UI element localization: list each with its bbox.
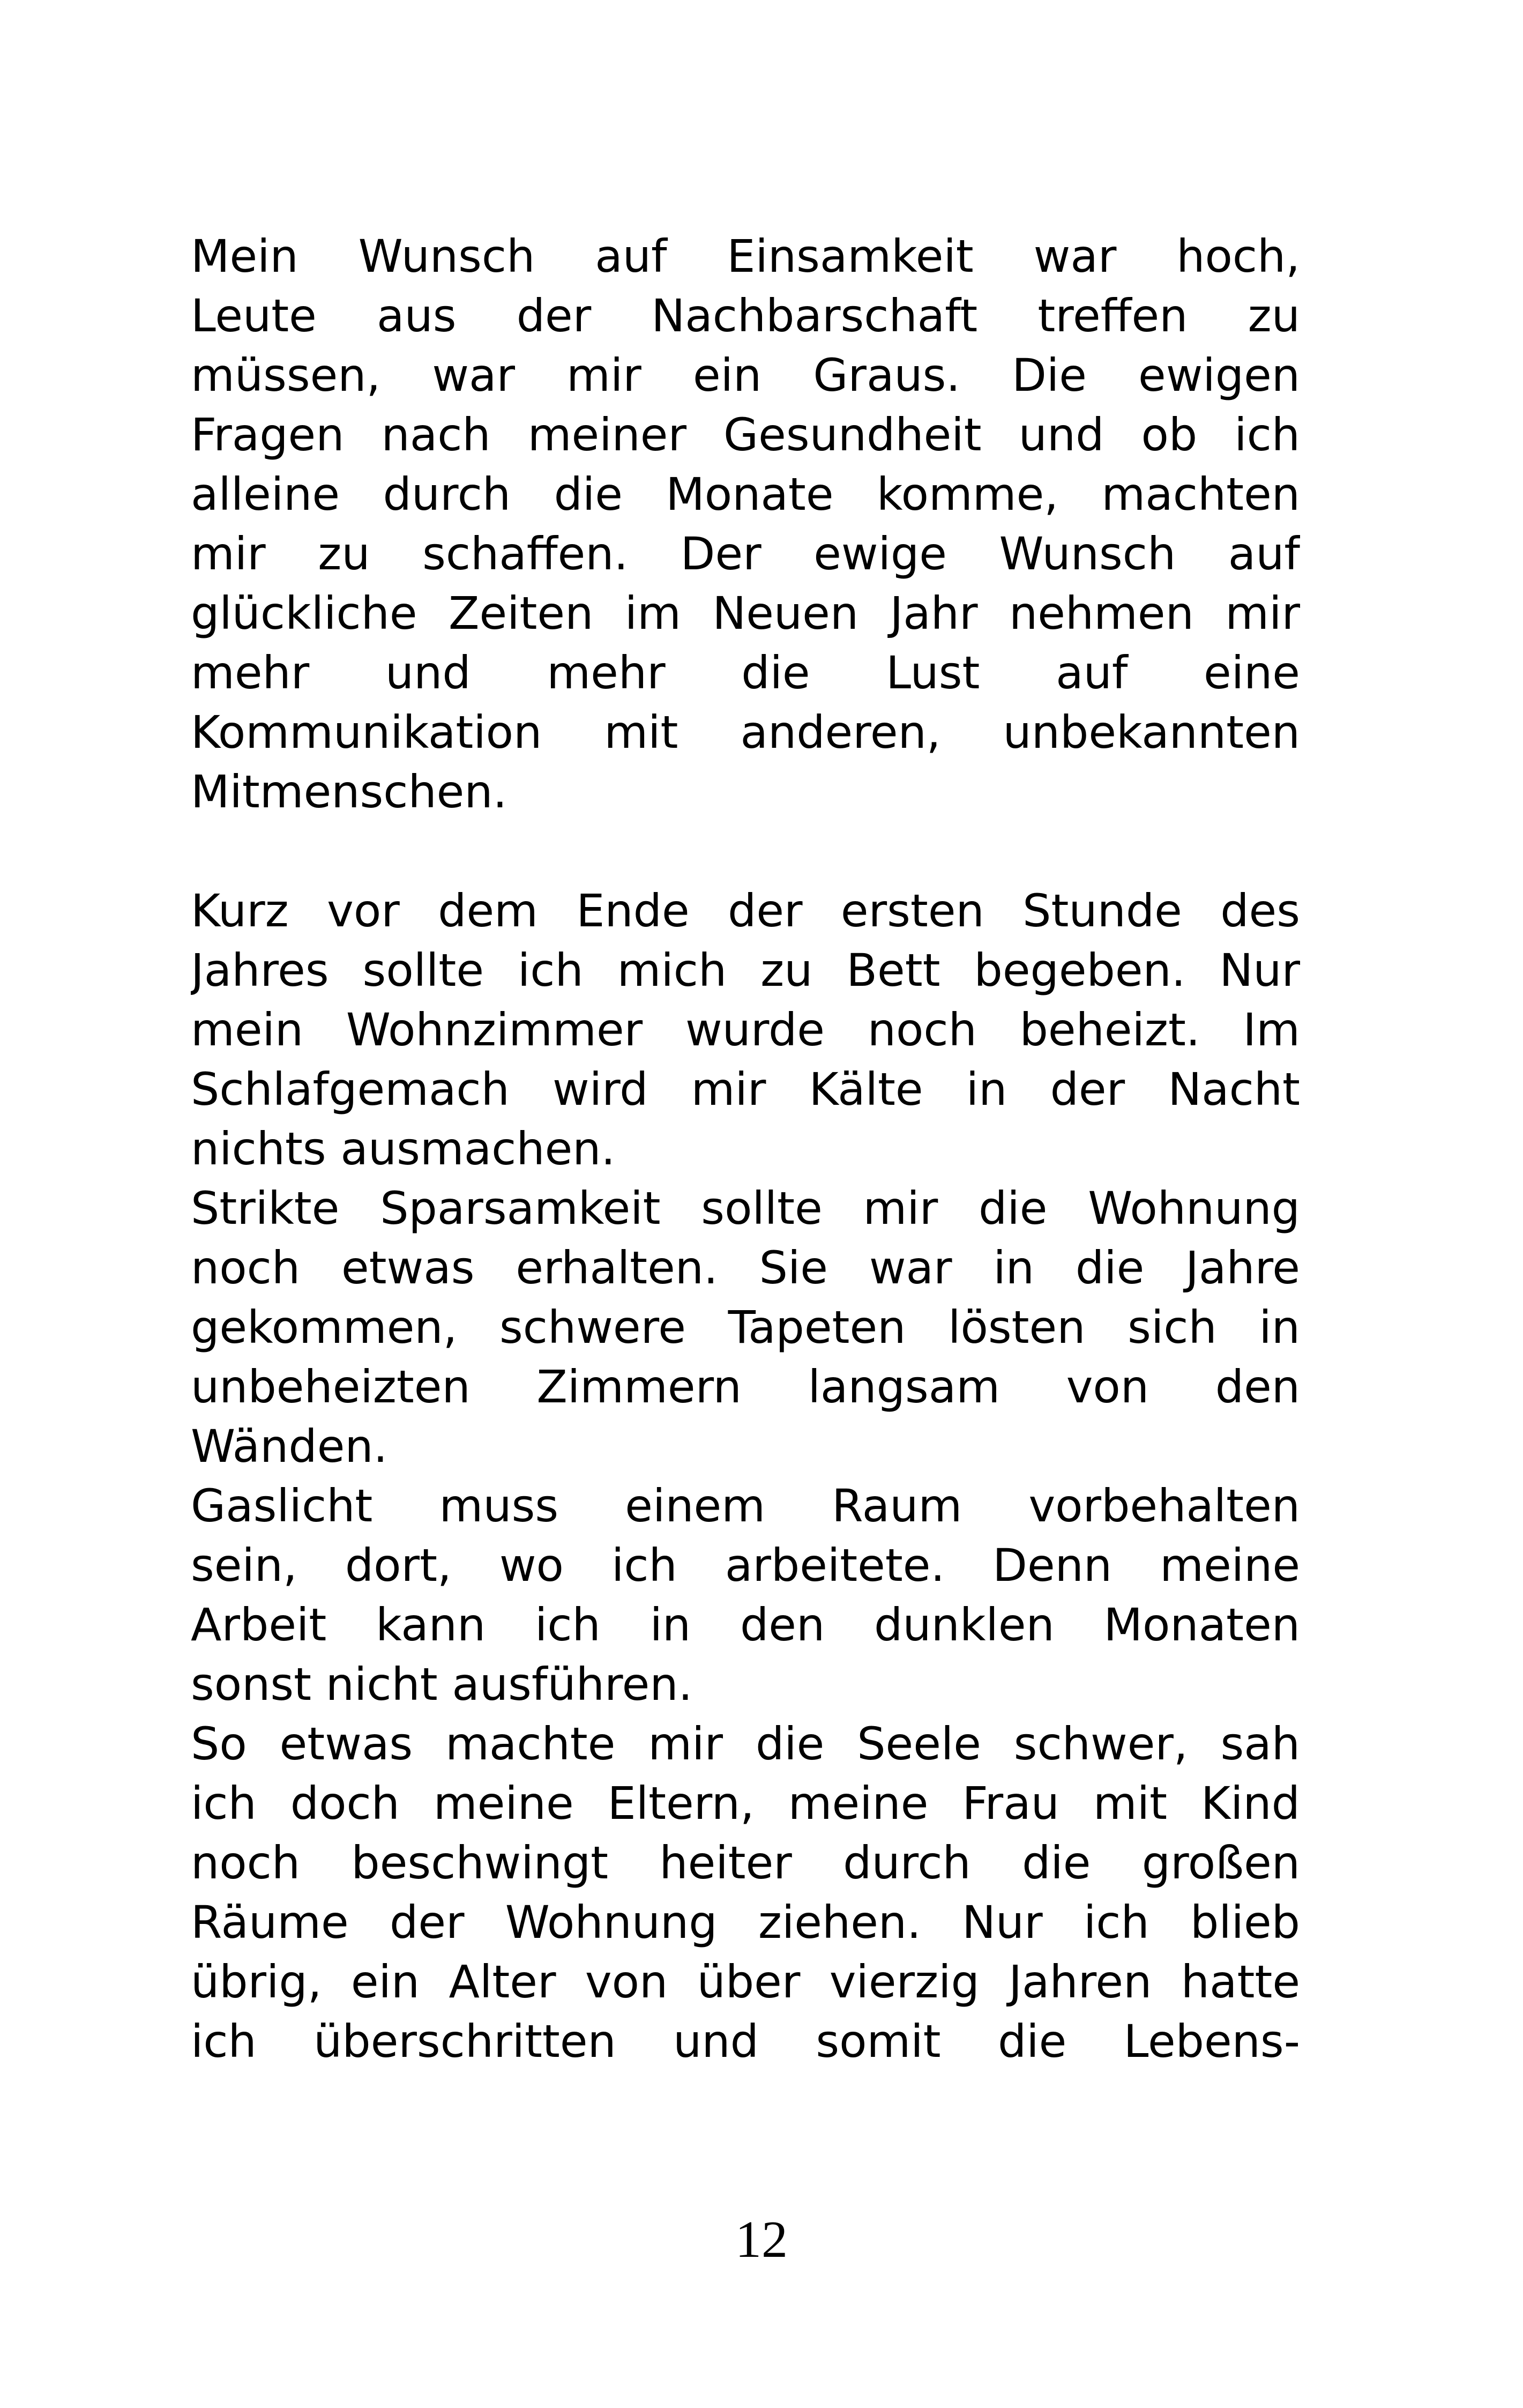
text-line: übrig, ein Alter von über vierzig Jahren hatte: [191, 1956, 1300, 2008]
text-line: Jahres sollte ich mich zu Bett begeben. Nur: [191, 944, 1300, 997]
text-line: sonst nicht ausführen.: [191, 1658, 693, 1711]
text-line: müssen, war mir ein Graus. Die ewigen: [191, 349, 1300, 402]
page-number: 12: [735, 2211, 788, 2269]
text-line: gekommen, schwere Tapeten lösten sich in: [191, 1301, 1300, 1354]
text-line: mein Wohnzimmer wurde noch beheizt. Im: [191, 1004, 1300, 1056]
text-line: sein, dort, wo ich arbeitete. Denn meine: [191, 1539, 1300, 1592]
paragraph-4: [191, 1476, 1300, 1714]
text-line: mir zu schaffen. Der ewige Wunsch auf: [191, 527, 1300, 580]
paragraph-3: [191, 1179, 1300, 1476]
text-line: Gaslicht muss einem Raum vorbehalten: [191, 1480, 1300, 1532]
paragraph-5: [191, 1714, 1300, 2071]
text-line: mehr und mehr die Lust auf eine: [191, 646, 1300, 699]
text-line: Mein Wunsch auf Einsamkeit war hoch,: [191, 230, 1300, 283]
text-line: Kommunikation mit anderen, unbekannten: [191, 706, 1300, 759]
text-line: Leute aus der Nachbarschaft treffen zu: [191, 289, 1300, 342]
text-line: Arbeit kann ich in den dunklen Monaten: [191, 1599, 1300, 1651]
text-line: noch beschwingt heiter durch die großen: [191, 1837, 1300, 1889]
text-line: Kurz vor dem Ende der ersten Stunde des: [191, 885, 1300, 937]
text-line: nichts ausmachen.: [191, 1123, 616, 1175]
text-line: Mitmenschen.: [191, 765, 507, 818]
body-text: [191, 227, 1300, 2071]
text-line: Wänden.: [191, 1420, 388, 1473]
paragraph-gap: [191, 822, 1300, 881]
paragraph-1: [191, 227, 1300, 822]
text-line: unbeheizten Zimmern langsam von den: [191, 1361, 1300, 1413]
text-line: Strikte Sparsamkeit sollte mir die Wohnung: [191, 1182, 1300, 1235]
text-line: Räume der Wohnung ziehen. Nur ich blieb: [191, 1896, 1300, 1949]
text-line: ich überschritten und somit die Lebens-: [191, 2015, 1300, 2068]
text-line: ich doch meine Eltern, meine Frau mit Kind: [191, 1777, 1300, 1830]
text-line: noch etwas erhalten. Sie war in die Jahre: [191, 1242, 1300, 1294]
text-line: So etwas machte mir die Seele schwer, sah: [191, 1718, 1300, 1770]
text-line: Fragen nach meiner Gesundheit und ob ich: [191, 408, 1300, 461]
text-line: alleine durch die Monate komme, machten: [191, 468, 1300, 521]
text-line: Schlafgemach wird mir Kälte in der Nacht: [191, 1063, 1300, 1116]
text-line: glückliche Zeiten im Neuen Jahr nehmen mir: [191, 587, 1300, 640]
paragraph-2: [191, 881, 1300, 1179]
